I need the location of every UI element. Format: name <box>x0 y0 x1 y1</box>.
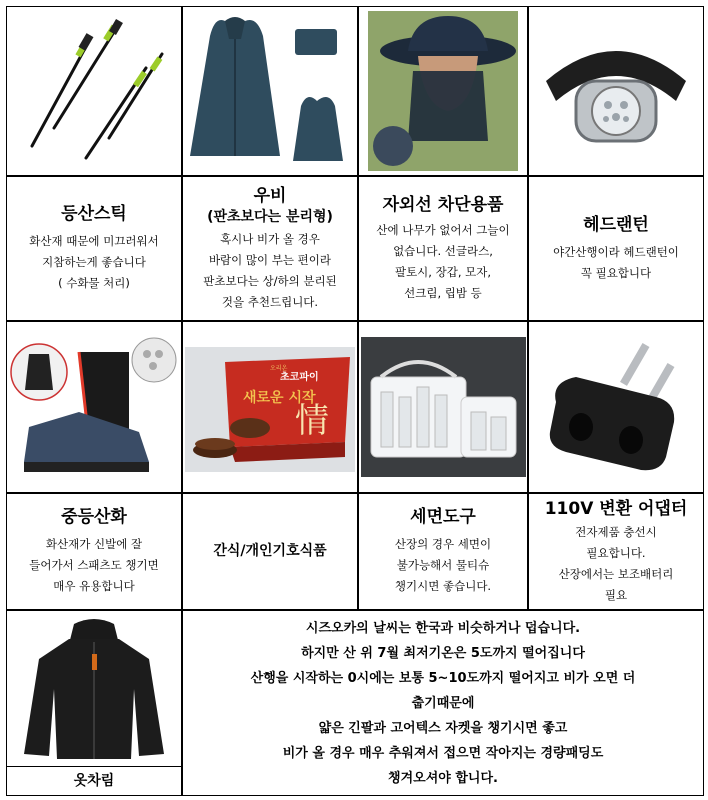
choco-box-slogan: 새로운 시작 <box>243 390 316 406</box>
item-cell-snack <box>182 493 358 610</box>
item-cell-raincoat <box>182 176 358 321</box>
image-cell-snack <box>182 321 358 493</box>
clothing-line: 얇은 긴팔과 고어텍스 자켓을 챙기시면 좋고 <box>318 720 568 736</box>
item-desc-line: 필요 <box>604 587 628 602</box>
clothing-desc-cell <box>182 610 704 796</box>
item-desc-line: 선크림, 립밤 등 <box>404 285 482 300</box>
item-desc-line: 들어가서 스패츠도 챙기면 <box>29 558 159 572</box>
toiletry-bag-icon <box>361 337 526 477</box>
item-cell-toiletry <box>358 493 528 610</box>
item-cell-uv <box>358 176 528 321</box>
image-cell-adapter <box>528 321 704 493</box>
item-desc-line: 화산재가 신발에 잘 <box>45 537 143 551</box>
item-desc-line: 산장에서는 보조배터리 <box>558 566 674 581</box>
item-desc-line: 지참하는게 좋습니다 <box>42 255 146 269</box>
item-subtitle: (판초보다는 분리형) <box>207 208 333 225</box>
hiking-boots-icon <box>9 332 179 482</box>
sun-hat-icon <box>368 11 518 171</box>
raincoat-icon <box>185 11 355 171</box>
image-cell-headlamp <box>528 6 704 176</box>
clothing-label: 옷차림 <box>7 766 181 791</box>
clothing-line: 비가 올 경우 매우 추워져서 접으면 작아지는 경량패딩도 <box>282 745 604 761</box>
item-cell-headlamp <box>528 176 704 321</box>
clothing-line: 춥기때문에 <box>411 695 475 711</box>
item-cell-adapter <box>528 493 704 610</box>
choco-box-char: 情 <box>295 401 329 441</box>
plug-adapter-icon <box>536 332 696 482</box>
item-desc-line: 챙기시면 좋습니다. <box>394 579 492 593</box>
item-desc-line: 꼭 필요합니다 <box>580 265 652 280</box>
item-title: 중등산화 <box>61 507 127 527</box>
item-desc-line: 화산재 때문에 미끄러워서 <box>29 234 159 248</box>
clothing-line: 하지만 산 위 7월 최저기온은 5도까지 떨어집니다 <box>301 645 585 661</box>
choco-box-name: 초코파이 <box>280 372 319 383</box>
clothing-cell <box>6 610 182 796</box>
item-desc-line: 산에 나무가 없어서 그늘이 <box>376 222 510 237</box>
item-desc-line: 판초보다는 상/하의 분리된 <box>203 273 337 288</box>
item-desc-line: 산장의 경우 세면이 <box>394 537 492 551</box>
item-title: 간식/개인기호식품 <box>213 542 327 559</box>
item-desc-line: ( 수화물 처리) <box>58 276 130 290</box>
item-desc-line: 없습니다. 선글라스, <box>393 243 493 258</box>
clothing-line: 챙겨오셔야 합니다. <box>388 770 498 786</box>
image-cell-poles <box>6 6 182 176</box>
item-desc-line: 것을 추천드립니다. <box>221 294 319 309</box>
item-title: 자외선 차단용품 <box>382 194 504 215</box>
headlamp-icon <box>536 21 696 161</box>
item-desc-line: 전자제품 충선시 <box>575 524 657 539</box>
image-cell-boots <box>6 321 182 493</box>
item-desc-line: 혹시나 비가 올 경우 <box>220 231 320 246</box>
item-desc-line: 필요합니다. <box>586 545 646 560</box>
snack-box-icon <box>185 332 355 482</box>
item-desc-line: 팔토시, 장갑, 모자, <box>394 264 492 279</box>
item-title: 우비 <box>253 185 287 206</box>
item-desc-line: 매우 유용합니다 <box>53 579 135 593</box>
item-cell-poles <box>6 176 182 321</box>
item-title: 110V 변환 어댑터 <box>544 498 688 519</box>
item-desc-line: 바람이 많이 부는 편이라 <box>208 252 332 267</box>
item-desc-line: 불가능해서 물티슈 <box>396 558 490 572</box>
choco-box-brand: 오리온 <box>270 365 288 372</box>
item-title: 세면도구 <box>410 507 476 527</box>
jacket-icon <box>19 614 169 764</box>
item-title: 헤드랜턴 <box>583 214 649 235</box>
clothing-line: 시즈오카의 날씨는 한국과 비슷하거나 덥습니다. <box>305 620 581 636</box>
trekking-poles-icon <box>14 16 174 166</box>
item-title: 등산스틱 <box>61 204 127 224</box>
clothing-line: 산행을 시작하는 0시에는 보통 5~10도까지 떨어지고 비가 오면 더 <box>250 670 636 686</box>
image-cell-toiletry <box>358 321 528 493</box>
image-cell-raincoat <box>182 6 358 176</box>
item-desc-line: 야간산행이라 헤드랜턴이 <box>553 244 679 259</box>
image-cell-uv <box>358 6 528 176</box>
item-cell-boots <box>6 493 182 610</box>
